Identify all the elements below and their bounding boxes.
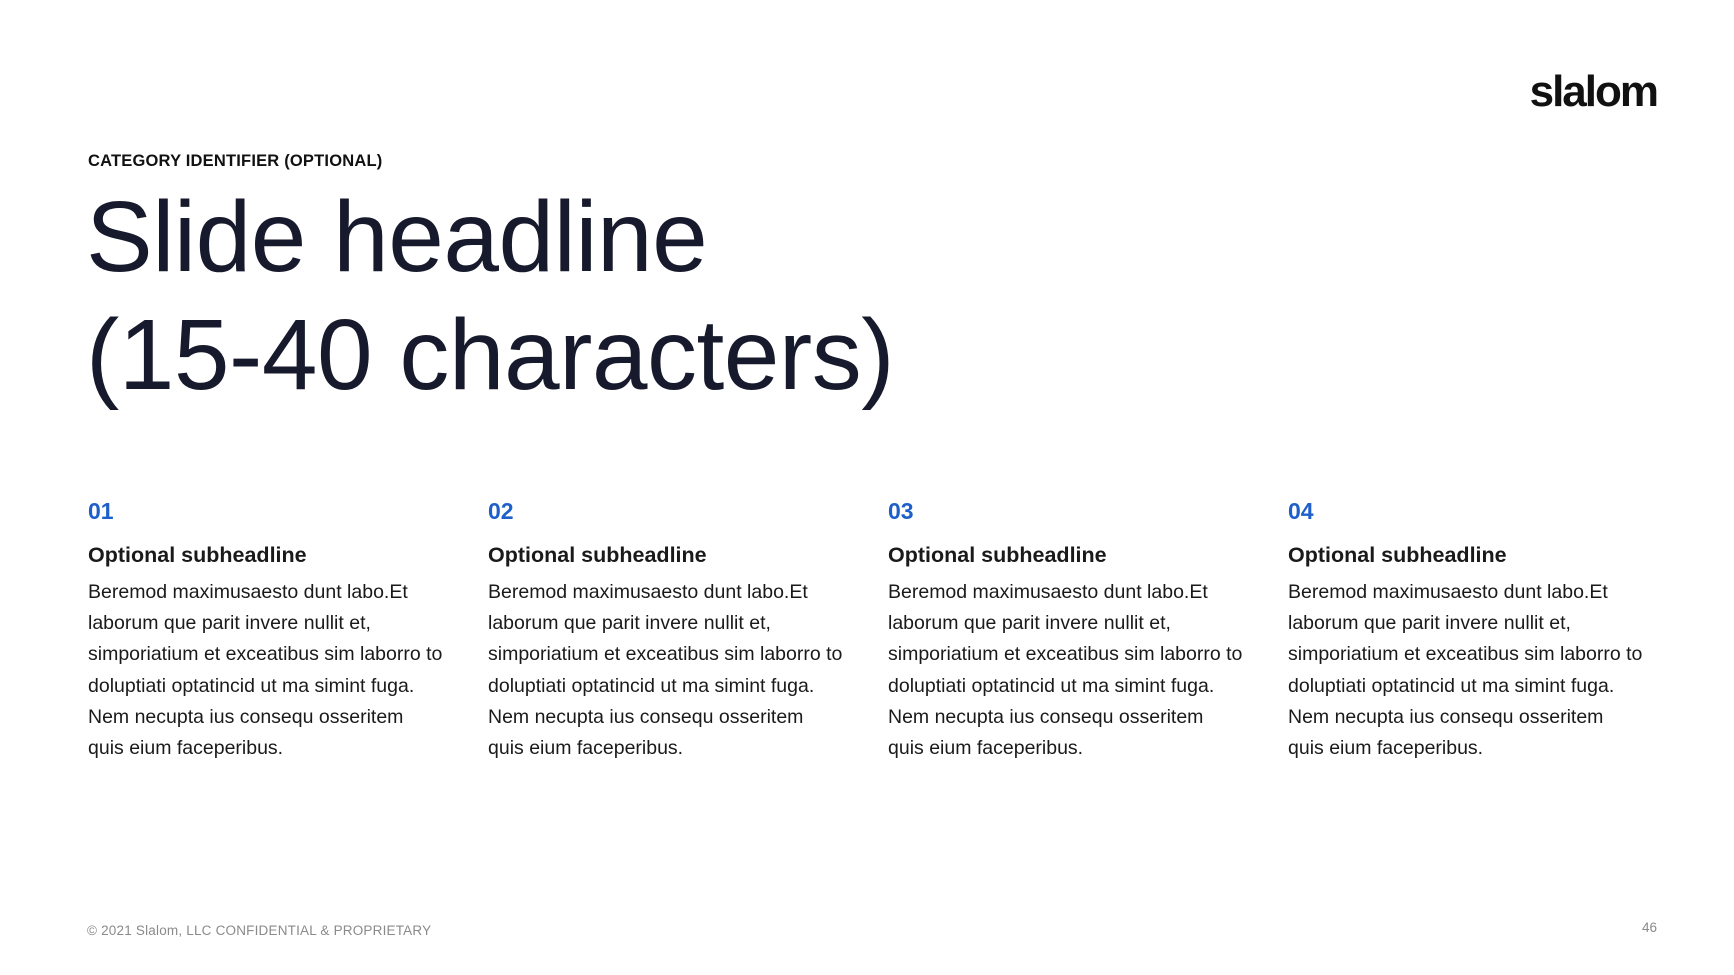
page-number: 46	[1641, 920, 1657, 935]
column-body: Beremod maximusaesto dunt labo.Et laborum que parit invere nullit et, simporiatium et exceatibus sim laborro to doluptiati optatincid ut ma simint fuga. Nem necupta ius consequ osseritem quis eium faceperibus.	[888, 580, 1243, 760]
column-01	[88, 500, 463, 765]
column-body: Beremod maximusaesto dunt labo.Et laborum que parit invere nullit et, simporiatium et exceatibus sim laborro to doluptiati optatincid ut ma simint fuga. Nem necupta ius consequ osseritem quis eium faceperibus.	[488, 580, 843, 760]
column-body: Beremod maximusaesto dunt labo.Et laborum que parit invere nullit et, simporiatium et exceatibus sim laborro to doluptiati optatincid ut ma simint fuga. Nem necupta ius consequ osseritem quis eium faceperibus.	[88, 580, 443, 760]
column-number: 04	[1288, 498, 1314, 524]
column-subheadline: Optional subheadline	[1288, 543, 1507, 567]
slide-headline	[86, 178, 1086, 414]
column-04	[1288, 500, 1663, 765]
column-number: 03	[888, 498, 914, 524]
slalom-logo: slalom	[1529, 67, 1657, 116]
column-02	[488, 500, 863, 765]
content-columns	[88, 500, 1688, 780]
column-03	[888, 500, 1263, 765]
column-number: 01	[88, 498, 114, 524]
category-identifier: CATEGORY IDENTIFIER (OPTIONAL)	[88, 152, 383, 170]
column-subheadline: Optional subheadline	[888, 543, 1107, 567]
footer-copyright: © 2021 Slalom, LLC CONFIDENTIAL & PROPRIETARY	[87, 923, 432, 938]
column-number: 02	[488, 498, 514, 524]
column-body: Beremod maximusaesto dunt labo.Et laborum que parit invere nullit et, simporiatium et exceatibus sim laborro to doluptiati optatincid ut ma simint fuga. Nem necupta ius consequ osseritem quis eium faceperibus.	[1288, 580, 1643, 760]
headline-text: Slide headline (15-40 characters)	[86, 181, 894, 411]
column-subheadline: Optional subheadline	[88, 543, 307, 567]
column-subheadline: Optional subheadline	[488, 543, 707, 567]
